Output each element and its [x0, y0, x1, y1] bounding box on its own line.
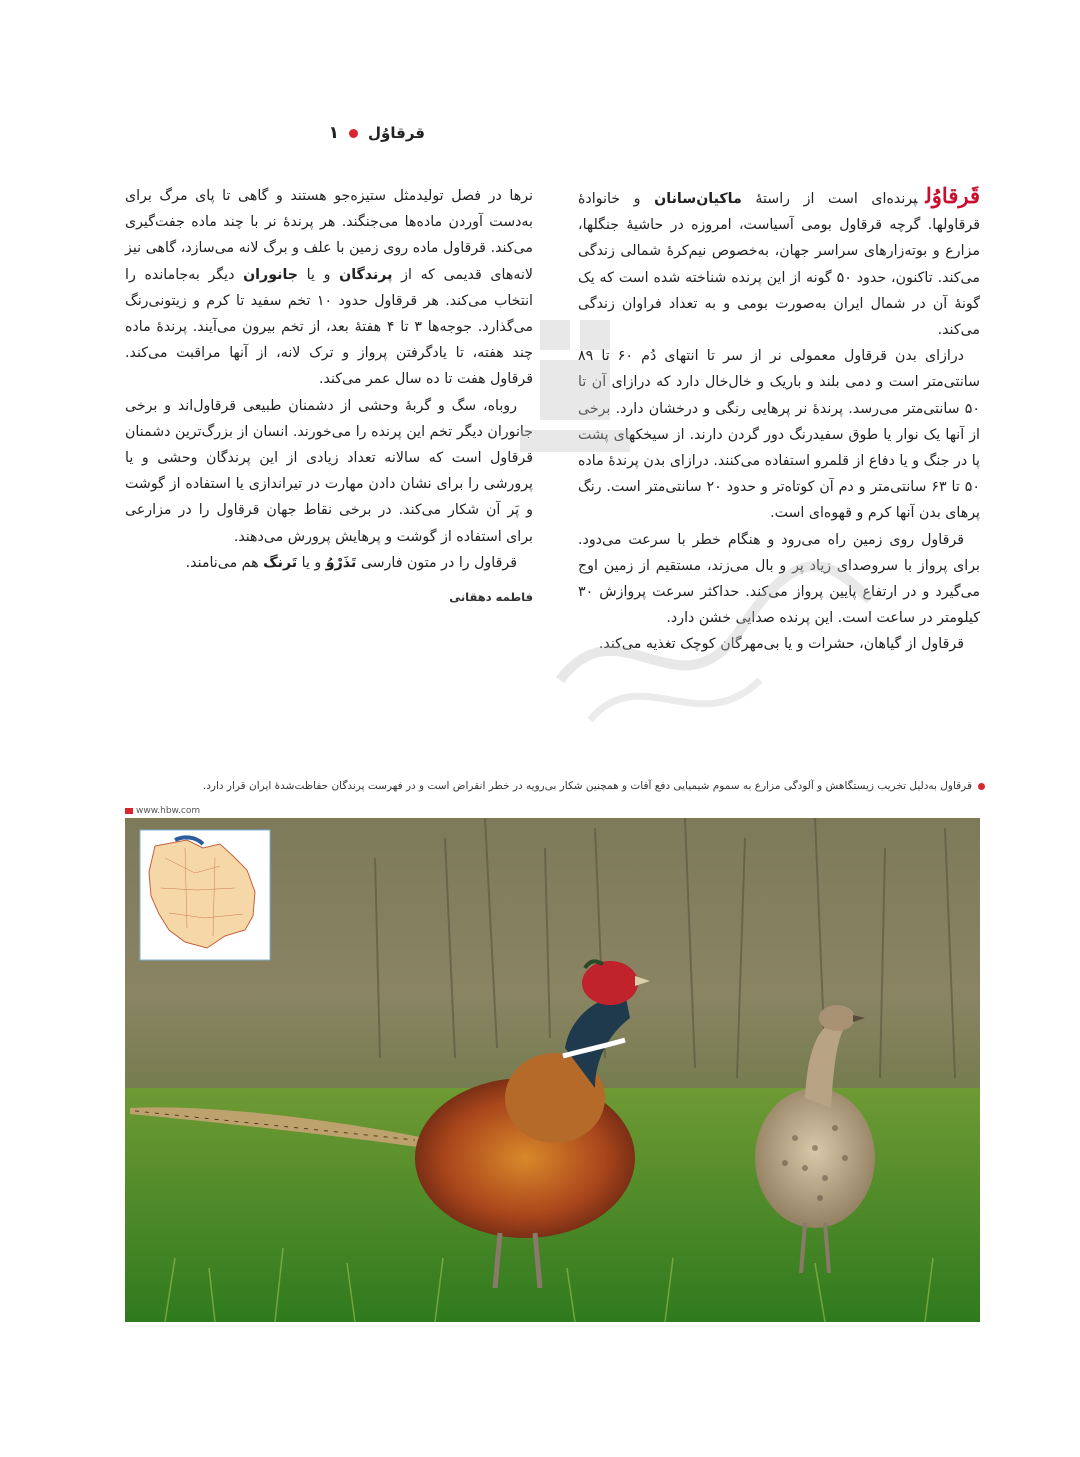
article-column-right [578, 183, 980, 658]
iran-map-inset [140, 830, 270, 960]
author-name: فاطمه دهقانی [449, 590, 533, 605]
term-tarang: تَرنگ [263, 554, 298, 571]
movement-paragraph: قرقاول روی زمین راه می‌رود و هنگام خطر با سرعت می‌دود. برای پرواز با سروصدای زیاد پر و بال می‌زند، مستقیم از زمین اوج می‌گیرد و در ارتفاع پایین پرواز می‌کند. حداکثر سرعت پروازش ۳۰ کیلومتر در ساعت است. این پرنده صدایی خشن دارد. [578, 531, 980, 627]
body-size-paragraph: درازای بدن قرقاول معمولی نر از سر تا انتهای دُم ۶۰ تا ۸۹ سانتی‌متر است و دمی بلند و باریک و خال‌خال دارد که درازای آن تا ۵۰ سانتی‌متر می‌رسد. پرندهٔ نر پرهایی رنگی و درخشان دارد. برخی از آنها یک نوار یا طوق سفیدرنگ دور گردن دارند. از سیخکهای پشت پا در جنگ و یا دفاع از قلمرو استفاده می‌کنند. درازای بدن پرندهٔ ماده ۵۰ تا ۶۳ سانتی‌متر و دم آن کوتاه‌تر و حدود ۲۰ سانتی‌متر است. رنگ پرهای بدن آنها کرم و قهوه‌ای است. [578, 348, 980, 522]
breeding-text-e: دیگر به‌جامانده را انتخاب می‌کند. هر قرقاول حدود ۱۰ تخم سفید تا کرم و زیتونی‌رنگ می‌گذارد. جوجه‌ها ۳ تا ۴ هفتهٔ بعد، از تخم بیرون می‌آیند. پرندهٔ ماده چند هفته، تا یادگرفتن پرواز و ترک لانه، از آنها مراقبت می‌کند. قرقاول هفت تا ده سال عمر می‌کند. [125, 266, 534, 388]
page-number: ۱ [328, 123, 340, 143]
running-title: قرقاوُل [368, 124, 425, 142]
enemies-paragraph: روباه، سگ و گربهٔ وحشی از دشمنان طبیعی قرقاول‌اند و برخی جانوران دیگر تخم این پرنده را می‌خورند. انسان از بزرگ‌ترین دشمنان قرقاول است که سالانه تعداد زیادی از این پرندگان وحشی و یا پرورشی را برای نشان دادن مهارت در تیراندازی یا استفاده از گوشت و پَر آن شکار می‌کند. در برخی نقاط جهان قرقاول را در مزارعی برای استفاده از گوشت و پرهایش پرورش می‌دهند. [125, 397, 533, 545]
names-text-a: قرقاول را در متون فارسی [356, 554, 517, 571]
names-text-c: و یا [297, 554, 326, 571]
diet-paragraph: قرقاول از گیاهان، حشرات و یا بی‌مهرگان کوچک تغذیه می‌کند. [598, 636, 964, 653]
article-column-left [125, 183, 533, 610]
breeding-text-c: و یا [298, 266, 340, 283]
intro-text-c: و خانوادهٔ قرقاولها. گرچه قرقاول بومی آسیاست، امروزه در حاشیهٔ جنگلها، مزارع و بوته‌زارهای سراسر جهان، به‌خصوص نیم‌کرهٔ شمالی زندگی می‌کند. تاکنون، حدود ۵۰ گونه از این پرنده شناخته شده است که یک گونهٔ آن در شمال ایران به‌صورت بومی و به تعداد فراوان زندگی می‌کند. [578, 191, 980, 339]
intro-paragraph [578, 183, 980, 343]
caption-text: قرقاول به‌دلیل تخریب زیستگاهش و آلودگی مزارع به سموم شیمیایی دفع آفات و همچنین شکار بی‌رویه در خطر انقراض است و در فهرست پرندگان حفاظت‌شدهٔ ایران قرار دارد. [202, 780, 972, 792]
header-bullet-icon [349, 129, 358, 138]
page-header [125, 118, 425, 148]
term-animals: جانوران [243, 266, 298, 283]
credit-camera-icon [125, 808, 133, 814]
photo-credit [125, 806, 200, 816]
breeding-text-a: نرها در فصل تولیدمثل ستیزه‌جو هستند و گاهی تا پای مرگ برای به‌دست آوردن ماده‌ها می‌جنگند. هر پرندهٔ نر با چند ماده جفت‌گیری می‌کند. قرقاول ماده روی زمین با علف و برگ لانه می‌سازد، گاهی نیز لانه‌های قدیمی که از [125, 188, 533, 283]
caption-bullet-icon [978, 783, 985, 790]
credit-text: www.hbw.com [136, 806, 201, 816]
term-tazarv: تَذَرْوُ [325, 554, 357, 571]
names-paragraph [125, 550, 533, 576]
names-text-e: هم می‌نامند. [185, 554, 264, 571]
lead-word: قَرقاوُل [925, 183, 980, 208]
intro-text-a: پرنده‌ای است از راستهٔ [741, 191, 918, 207]
breeding-paragraph [125, 183, 533, 393]
term-birds: پرندگان [339, 266, 393, 283]
pheasant-photo [125, 818, 980, 1322]
order-term: ماکیان‌سانان [654, 191, 742, 207]
photo-caption [140, 780, 985, 792]
